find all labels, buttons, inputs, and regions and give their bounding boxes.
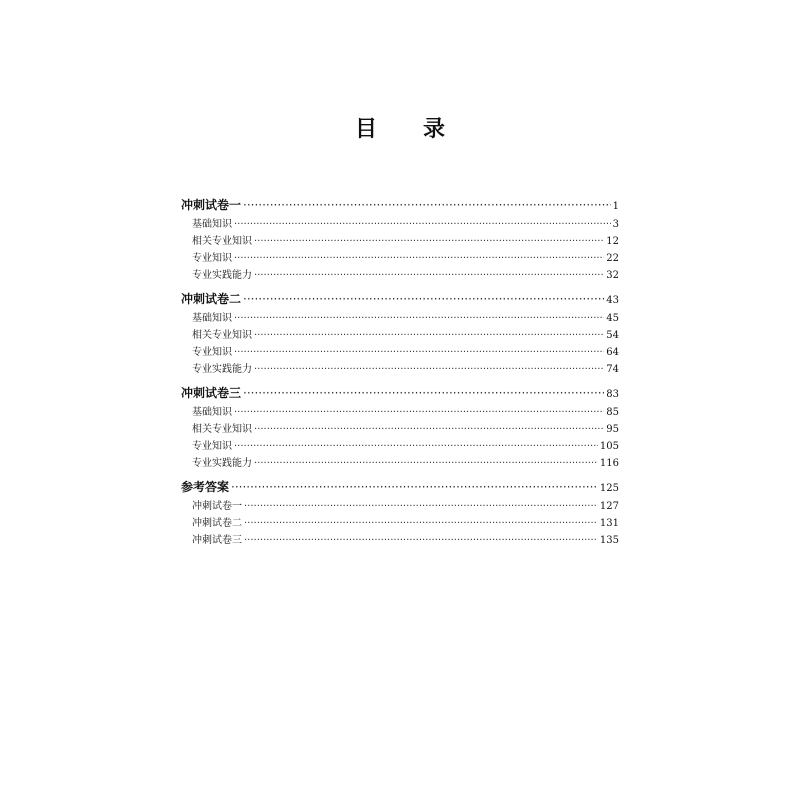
toc-page-number: 85 [606, 407, 619, 418]
toc-section-label: 冲刺试卷三 [181, 386, 242, 400]
toc-entry[interactable] [181, 250, 619, 267]
toc-leader-dots [254, 455, 598, 472]
toc-entry[interactable] [181, 515, 619, 532]
toc-page-number: 54 [606, 330, 619, 341]
toc-page-number: 12 [606, 236, 619, 247]
toc-entry[interactable] [181, 344, 619, 361]
toc-entry-label: 冲刺试卷一 [192, 501, 242, 512]
toc-page-number: 3 [612, 219, 619, 230]
toc-entry[interactable] [181, 498, 619, 515]
toc-page-number: 105 [599, 441, 619, 452]
page-title-char-2: 录 [423, 116, 446, 142]
toc-entry[interactable] [181, 404, 619, 421]
toc-entry-label: 相关专业知识 [192, 330, 252, 341]
toc-leader-dots [244, 515, 598, 532]
toc-section-heading[interactable] [181, 288, 619, 310]
toc-page-number: 131 [599, 518, 619, 529]
toc-entry[interactable] [181, 327, 619, 344]
toc-page-number: 1 [612, 201, 619, 212]
toc-leader-dots [244, 498, 598, 515]
toc-entry-label: 专业实践能力 [192, 458, 252, 469]
toc-section [181, 476, 619, 549]
toc-leader-dots [254, 267, 604, 284]
toc-entry-label: 基础知识 [192, 219, 232, 230]
toc-leader-dots [234, 216, 611, 233]
toc-section [181, 382, 619, 472]
toc-page-number: 43 [606, 295, 619, 306]
toc-leader-dots [231, 476, 598, 498]
toc-leader-dots [244, 532, 598, 549]
toc-entry[interactable] [181, 216, 619, 233]
toc-leader-dots [234, 344, 604, 361]
toc-entry-label: 专业知识 [192, 253, 232, 264]
toc-leader-dots [254, 361, 604, 378]
toc-section-heading[interactable] [181, 382, 619, 404]
toc-entry-label: 专业实践能力 [192, 270, 252, 281]
page-title [0, 112, 800, 143]
toc-page-number: 32 [606, 270, 619, 281]
toc-entry-label: 专业实践能力 [192, 364, 252, 375]
toc-section-label: 冲刺试卷二 [181, 292, 242, 306]
toc-section [181, 194, 619, 284]
toc-leader-dots [234, 438, 598, 455]
toc-leader-dots [243, 288, 604, 310]
toc-section-heading[interactable] [181, 194, 619, 216]
toc-page-number: 83 [606, 389, 619, 400]
toc-page-number: 127 [599, 501, 619, 512]
toc-entry-label: 冲刺试卷二 [192, 518, 242, 529]
toc-entry[interactable] [181, 267, 619, 284]
toc-section-label: 参考答案 [181, 480, 230, 494]
toc-leader-dots [234, 404, 604, 421]
toc-page-number: 45 [606, 313, 619, 324]
toc-leader-dots [254, 421, 604, 438]
toc-page-number: 125 [599, 483, 619, 494]
toc-entry-label: 冲刺试卷三 [192, 535, 242, 546]
table-of-contents [181, 194, 619, 553]
toc-page-number: 22 [606, 253, 619, 264]
toc-entry[interactable] [181, 421, 619, 438]
toc-page-number: 74 [606, 364, 619, 375]
toc-entry-label: 基础知识 [192, 313, 232, 324]
toc-entry-label: 基础知识 [192, 407, 232, 418]
toc-leader-dots [243, 382, 604, 404]
toc-page-number: 135 [599, 535, 619, 546]
toc-section-heading[interactable] [181, 476, 619, 498]
toc-leader-dots [234, 310, 604, 327]
toc-entry[interactable] [181, 532, 619, 549]
toc-section [181, 288, 619, 378]
toc-leader-dots [254, 327, 604, 344]
toc-leader-dots [254, 233, 604, 250]
toc-entry[interactable] [181, 233, 619, 250]
page-title-char-1: 目 [354, 116, 377, 142]
toc-page-number: 64 [606, 347, 619, 358]
toc-leader-dots [234, 250, 604, 267]
toc-entry[interactable] [181, 361, 619, 378]
toc-leader-dots [243, 194, 611, 216]
toc-entry[interactable] [181, 438, 619, 455]
toc-section-label: 冲刺试卷一 [181, 198, 242, 212]
toc-entry[interactable] [181, 455, 619, 472]
toc-entry[interactable] [181, 310, 619, 327]
toc-page-number: 116 [599, 458, 619, 469]
toc-entry-label: 专业知识 [192, 347, 232, 358]
toc-entry-label: 专业知识 [192, 441, 232, 452]
toc-entry-label: 相关专业知识 [192, 236, 252, 247]
toc-page-number: 95 [606, 424, 619, 435]
toc-entry-label: 相关专业知识 [192, 424, 252, 435]
